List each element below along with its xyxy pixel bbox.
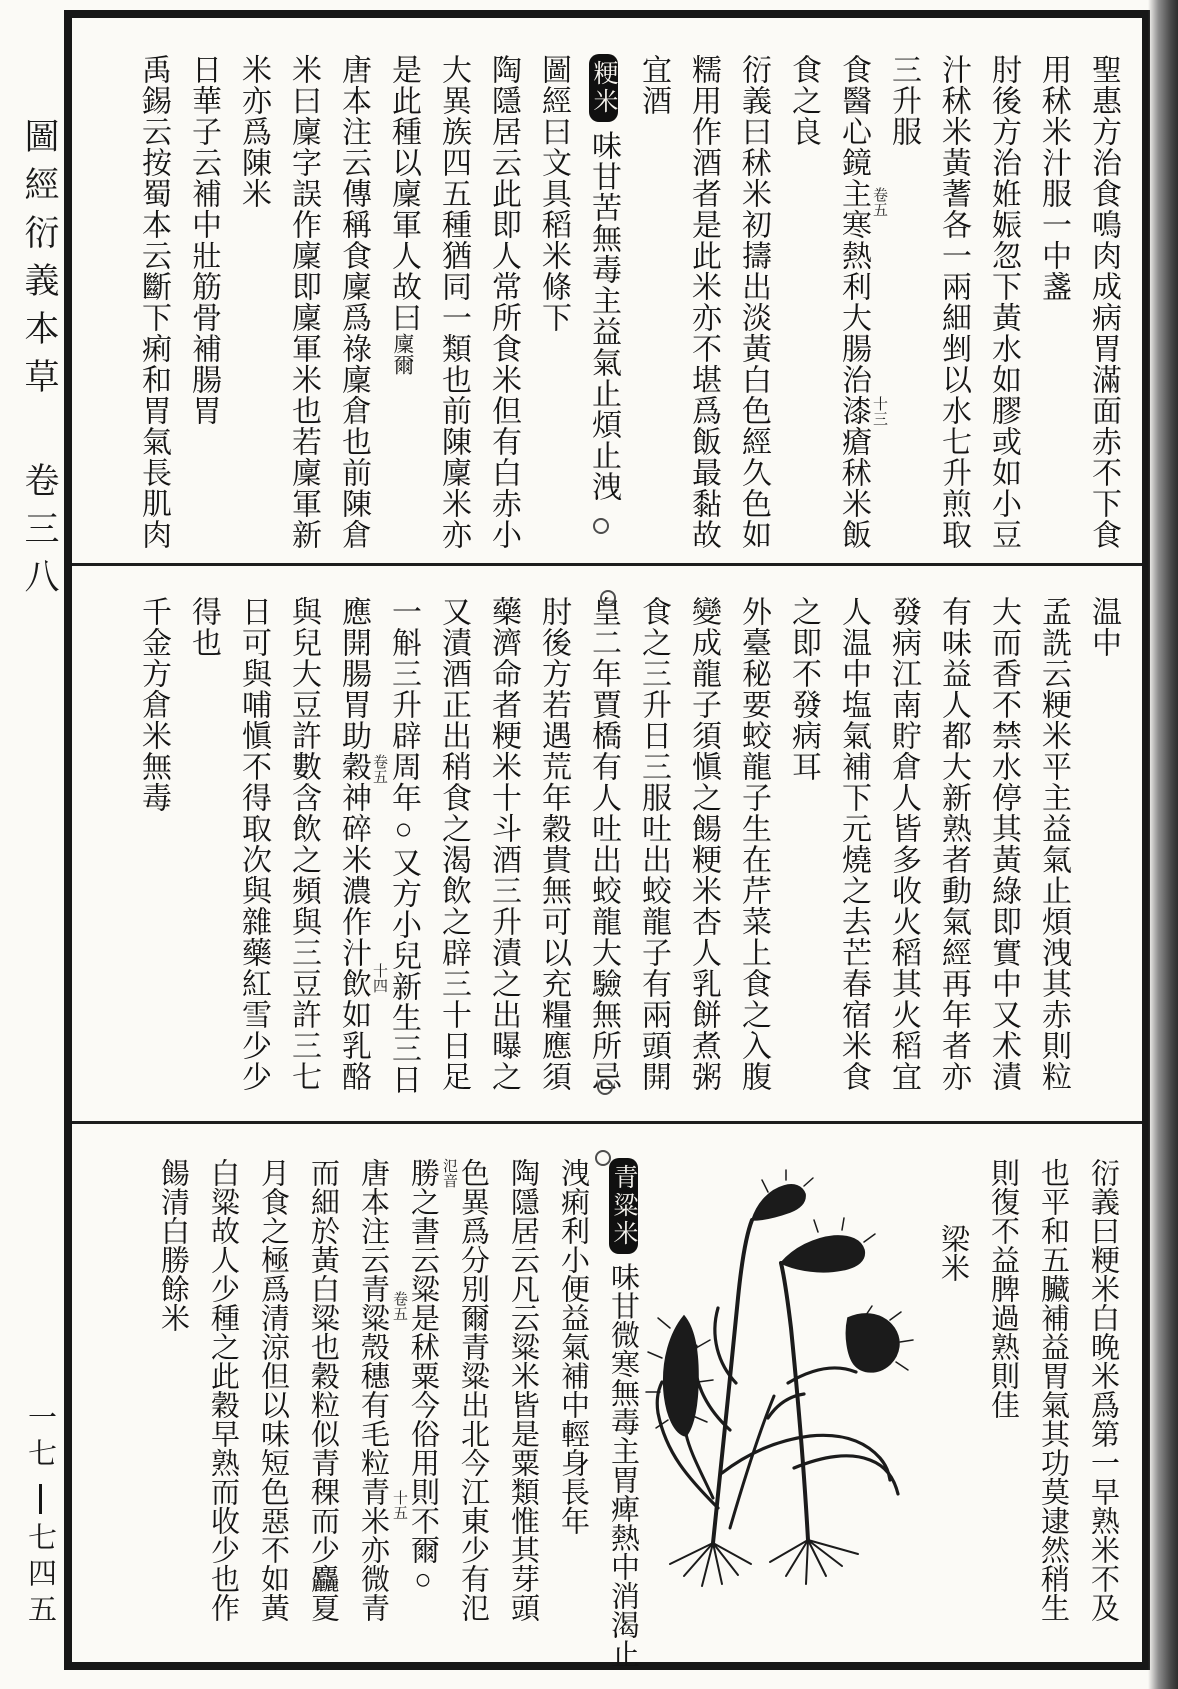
separator-circle-mark: [593, 518, 609, 534]
text-column: [478, 596, 528, 1106]
text-column: [178, 54, 228, 564]
column-text: 衍義曰粳米白晚米爲第一早熟米不及: [1087, 1158, 1119, 1622]
book-title: 圖經衍義本草: [20, 118, 59, 406]
text-block-2: [83, 596, 1128, 1106]
citation-gloss: 十五: [391, 1489, 407, 1520]
column-text: 一斛三升辟周年○又方小兒新生三日: [387, 596, 420, 1095]
text-column: [478, 54, 528, 564]
page-number-bottom: 七四五: [24, 1522, 56, 1630]
text-column: [1078, 596, 1128, 1106]
text-column: [348, 1158, 407, 1668]
column-text: 勝之書云粱是秫粟今俗用則不爾○: [407, 1158, 439, 1596]
column-text: 發病江南貯倉人皆多收火稻其火稻宜: [887, 596, 920, 1092]
text-column: [1078, 1158, 1128, 1668]
text-column: [928, 596, 978, 1106]
text-column: [228, 54, 278, 564]
column-text: 白粱故人少種之此穀早熟而收少也作: [207, 1158, 239, 1622]
column-text: 月食之極爲清涼但以味短色惡不如黃: [257, 1158, 289, 1622]
text-column: [1028, 596, 1078, 1106]
page-number-dash: [39, 1484, 42, 1514]
text-column: [278, 54, 328, 564]
text-column: [878, 596, 928, 1106]
separator-circle-mark: [597, 1079, 613, 1095]
section-divider: [72, 563, 1142, 566]
text-column: [628, 596, 678, 1106]
citation-gloss: 卷五: [871, 186, 887, 217]
column-text: 則復不益脾過熟則佳: [987, 1158, 1019, 1419]
text-column: [678, 54, 728, 564]
column-text: 汁秫米黃蓍各一兩細剉以水七升煎取: [937, 54, 970, 550]
column-text: 梁米: [937, 1224, 969, 1282]
column-text: 食之良: [787, 54, 820, 147]
column-text: 圖經曰文具稻米條下: [537, 54, 570, 333]
page-number: [20, 1402, 61, 1630]
millet-plant-illustration: [618, 1168, 918, 1598]
column-text: 日華子云補中壯筋骨補腸胃: [187, 54, 220, 426]
column-text: 食醫心鏡主寒熱利大腸治漆瘡秫米飯: [837, 54, 870, 550]
column-text: 米曰廩字誤作廩即廩軍米也若廩軍新: [287, 54, 320, 550]
section-divider: [72, 1121, 1142, 1124]
citation-gloss: 十四: [371, 963, 387, 994]
text-column: [448, 1158, 498, 1668]
column-text: 千金方倉米無毒: [137, 596, 170, 813]
text-column: [528, 54, 578, 564]
column-text: 也平和五臟補益胃氣其功莫逮然稍生: [1037, 1158, 1069, 1622]
text-column: [1028, 1158, 1078, 1668]
text-column: [728, 54, 778, 564]
column-text: 有味益人都大新熟者動氣經再年者亦: [937, 596, 970, 1092]
text-column: [628, 54, 678, 564]
text-column: [378, 596, 428, 1106]
column-text: 變成龍子須愼之餳粳米杏人乳餅煮粥: [687, 596, 720, 1092]
page-frame: [64, 10, 1150, 1670]
column-text: 而細於黃白粱也穀粒似青稞而少麤夏: [307, 1158, 339, 1622]
text-column: [578, 54, 628, 564]
citation-gloss: 卷五: [391, 1290, 407, 1321]
text-column: [878, 54, 928, 564]
margin-running-title: [14, 118, 64, 606]
text-column: [978, 596, 1028, 1106]
citation-gloss: 氾音: [441, 1158, 457, 1188]
text-column: [428, 596, 478, 1106]
column-text: 又漬酒正出稍食之渴飲之辟三十日足: [437, 596, 470, 1092]
text-column: [978, 1158, 1028, 1668]
text-column: [128, 54, 178, 564]
column-text: 衍義曰秫米初擣出淡黃白色經久色如: [737, 54, 770, 550]
page-number-top: 一七: [24, 1402, 56, 1474]
text-column: [428, 54, 478, 564]
small-inline-text: 廩爾: [391, 333, 415, 375]
column-text: 人温中塩氣補下元燒之去芒春宿米食: [837, 596, 870, 1092]
text-column: [678, 596, 728, 1106]
text-column: [778, 596, 828, 1106]
column-text: 宜酒: [637, 54, 670, 116]
text-column: [328, 54, 378, 564]
text-column: [378, 54, 428, 564]
column-text: 藥濟命者粳米十斗酒三升漬之出曝之: [487, 596, 520, 1092]
text-column: [728, 596, 778, 1106]
column-text: 之即不發病耳: [787, 596, 820, 782]
column-text: 日可與哺愼不得取次與雜藥紅雪少少: [237, 596, 270, 1092]
text-column: [528, 596, 578, 1106]
text-column: [328, 596, 387, 1106]
text-column: [928, 54, 978, 564]
column-text: 味甘苦無毒主益氣止煩止洩: [587, 130, 620, 502]
column-text: 陶隱居云此即人常所食米但有白赤小: [487, 54, 520, 550]
column-text: 米亦爲陳米: [237, 54, 270, 209]
column-text: 餳清白勝餘米: [157, 1158, 189, 1332]
column-text: 糯用作酒者是此米亦不堪爲飯最黏故: [687, 54, 720, 550]
text-column: [1078, 54, 1128, 564]
text-column: [578, 596, 628, 1106]
column-text: 外臺秘要蛟龍子生在芹菜上食之入腹: [737, 596, 770, 1092]
text-block-1: [83, 54, 1128, 564]
column-text: 禹錫云按蜀本云斷下痢和胃氣長肌肉: [137, 54, 170, 550]
column-text: 皇二年賈橋有人吐出蛟龍大驗無所忌: [587, 596, 620, 1092]
text-column: [228, 596, 278, 1106]
text-column: [398, 1158, 457, 1668]
text-column: [828, 596, 878, 1106]
citation-gloss: 十三: [871, 395, 887, 426]
text-column: [148, 1158, 198, 1668]
column-text: 與兒大豆許數含飲之頻與三豆許三七: [287, 596, 320, 1092]
text-column: [128, 596, 178, 1106]
entry-name-label: 青粱米: [609, 1158, 638, 1254]
column-text: 應開腸胃助穀神碎米濃作汁飲如乳酪: [337, 596, 370, 1092]
column-text: 肘後方治姙娠忽下黃水如膠或如小豆: [987, 54, 1020, 550]
text-column: [178, 596, 228, 1106]
separator-circle-mark: [600, 590, 616, 606]
scan-gutter-shadow: [1148, 0, 1178, 1689]
column-text: 三升服: [887, 54, 920, 147]
text-column: [498, 1158, 548, 1668]
plant-roots: [670, 1540, 858, 1586]
text-column: [298, 1158, 348, 1668]
column-text: 食之三升日三服吐出蛟龍子有兩頭開: [637, 596, 670, 1092]
column-text: 大而香不禁水停其黃綠即實中又术漬: [987, 596, 1020, 1092]
text-column: [1028, 54, 1078, 564]
text-column: [548, 1158, 598, 1668]
citation-gloss: 卷五: [371, 754, 387, 785]
entry-name-label: 粳米: [589, 54, 618, 122]
column-text: 用秫米汁服一中盞: [1037, 54, 1070, 302]
column-text: 洩痢利小便益氣補中輕身長年: [557, 1158, 589, 1535]
column-text: 得也: [187, 596, 220, 658]
column-text: 唐本注云青粱殼穗有毛粒青米亦微青: [357, 1158, 389, 1622]
column-text: 聖惠方治食鳴肉成病胃滿面赤不下食: [1087, 54, 1120, 550]
column-text: 陶隱居云凡云粱米皆是粟類惟其芽頭: [507, 1158, 539, 1622]
text-column: [778, 54, 828, 564]
text-column: [278, 596, 328, 1106]
column-text: 是此種以廩軍人故曰: [387, 54, 420, 333]
column-text: 唐本注云傳稱食廩爲祿廩倉也前陳倉: [337, 54, 370, 550]
plant-panicles: [664, 1185, 899, 1498]
column-text: 大異族四五種猶同一類也前陳廩米亦: [437, 54, 470, 550]
column-text: 孟詵云粳米平主益氣止煩洩其赤則粒: [1037, 596, 1070, 1092]
column-text: 色異爲分別爾青粱出北今江東少有氾: [457, 1158, 489, 1622]
text-column: [248, 1158, 298, 1668]
text-column: [828, 54, 887, 564]
text-column: [198, 1158, 248, 1668]
column-text: 温中: [1087, 596, 1120, 658]
column-text: 味甘微寒無毒主胃痺熱中消渴止: [607, 1262, 639, 1668]
column-text: 肘後方若遇荒年穀貴無可以充糧應須: [537, 596, 570, 1092]
separator-circle-mark: [595, 1150, 611, 1166]
text-column: [928, 1158, 978, 1668]
volume-number: 卷三八: [20, 462, 59, 606]
text-column: [978, 54, 1028, 564]
text-block-3: [83, 1158, 1128, 1668]
